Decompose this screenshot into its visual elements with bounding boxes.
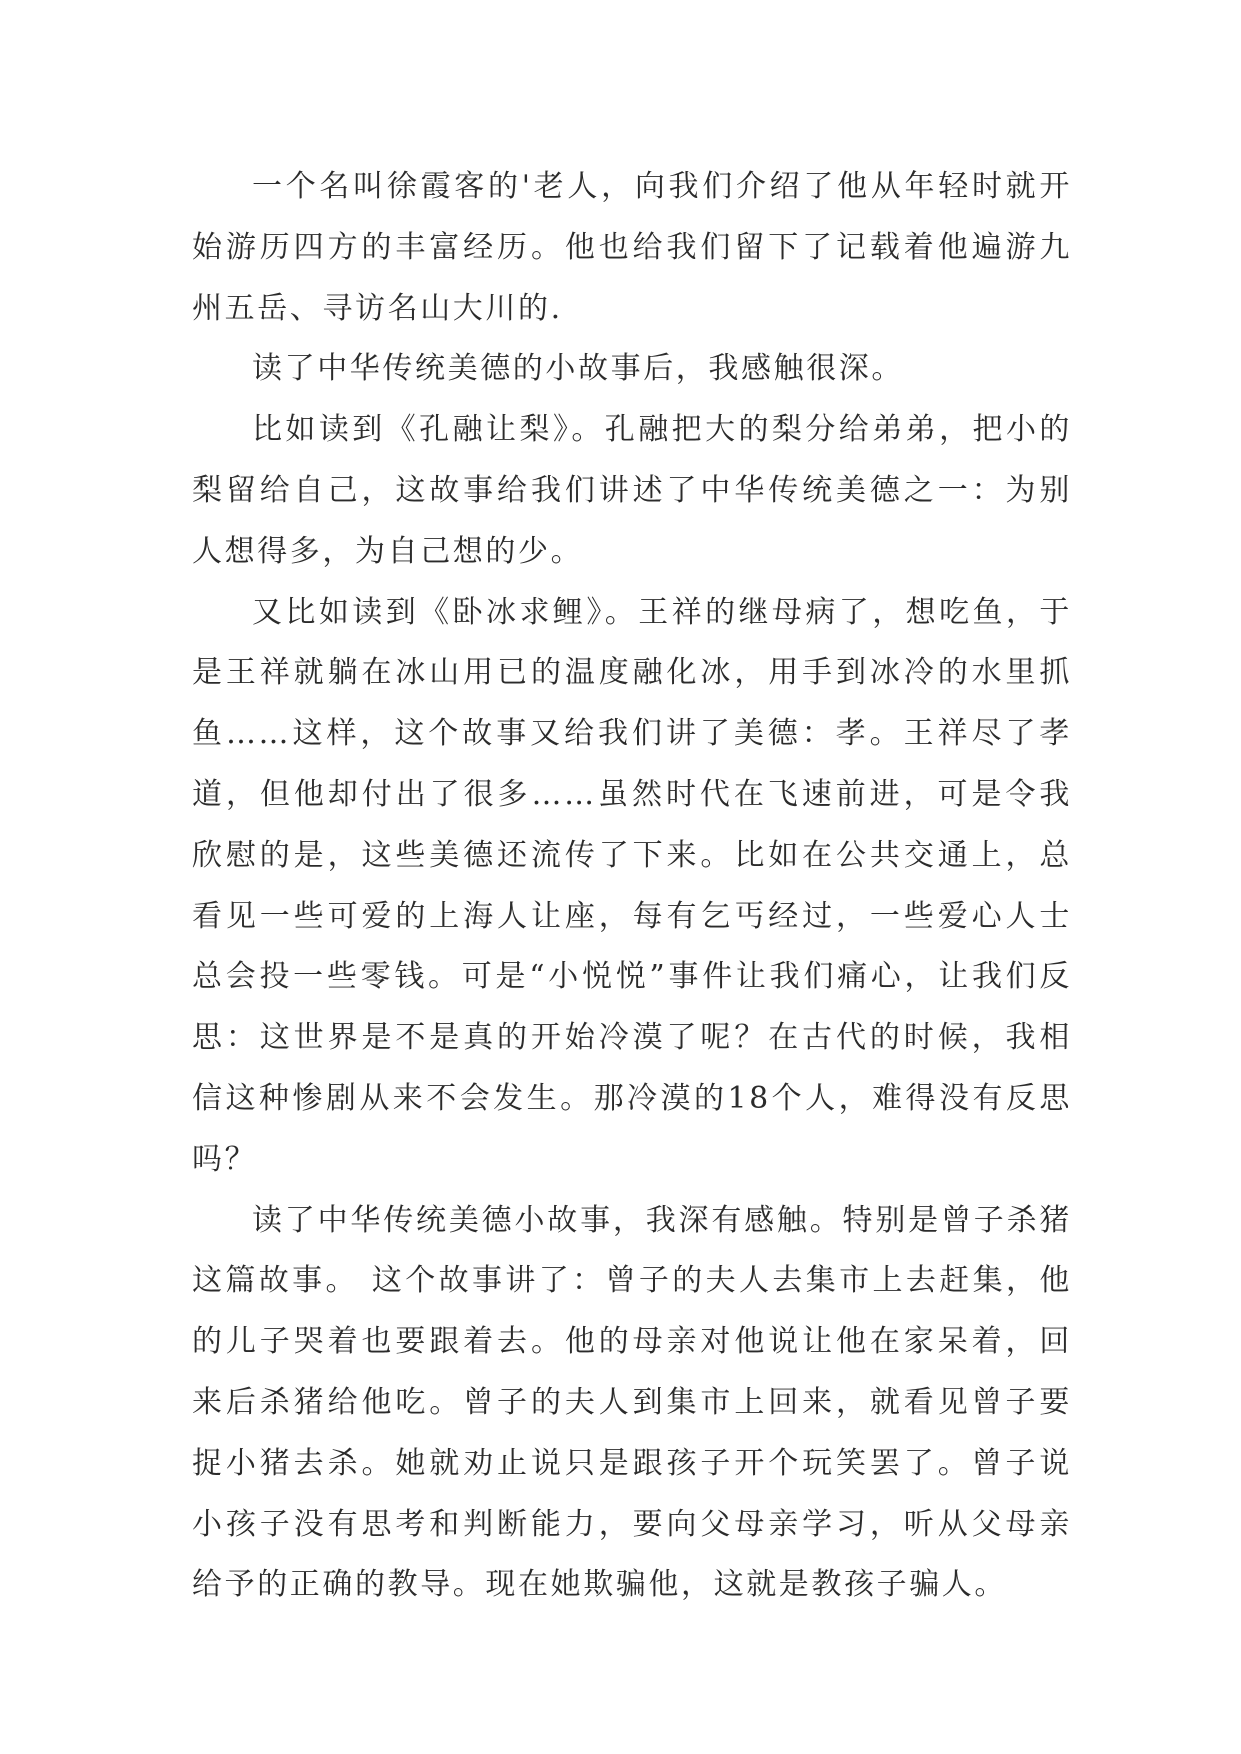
paragraph-zengzi: 读了中华传统美德小故事，我深有感触。特别是曾子杀猪这篇故事。 这个故事讲了：曾子的夫人去集市上去赶集，他的儿子哭着也要跟着去。他的母亲对他说让他在家呆着，回来后杀猪给他吃。曾子的夫人到集市上回来，就看见曾子要捉小猪去杀。她就劝止说只是跟孩子开个玩笑罢了。曾子说小孩子没有思考和判断能力，要向父母亲学习，听从父母亲给予的正确的教导。现在她欺骗他，这就是教孩子骗人。	[192, 1202, 1072, 1603]
paragraph-wang-xiang: 又比如读到《卧冰求鲤》。王祥的继母病了，想吃鱼，于是王祥就躺在冰山用已的温度融化冰，用手到冰冷的水里抓鱼……这样，这个故事又给我们讲了美德：孝。王祥尽了孝道，但他却付出了很多……虽然时代在飞速前进，可是令我欣慰的是，这些美德还流传了下来。比如在公共交通上，总看见一些可爱的上海人让座，每有乞丐经过，一些爱心人士总会投一些零钱。可是“小悦悦”事件让我们痛心，让我们反思：这世界是不是真的开始冷漠了呢？在古代的时候，我相信这种惨剧从来不会发生。那冷漠的18个人，难得没有反思吗？	[192, 594, 1072, 1177]
paragraph-xu-xiake: 一个名叫徐霞客的'老人，向我们介绍了他从年轻时就开始游历四方的丰富经历。他也给我们留下了记载着他遍游九州五岳、寻访名山大川的.	[192, 169, 1072, 326]
document-body	[192, 157, 1072, 1616]
paragraph-kong-rong: 比如读到《孔融让梨》。孔融把大的梨分给弟弟，把小的梨留给自己，这故事给我们讲述了中华传统美德之一：为别人想得多，为自己想的少。	[192, 412, 1072, 569]
paragraph-reading-reflection: 读了中华传统美德的小故事后，我感触很深。	[252, 351, 904, 387]
